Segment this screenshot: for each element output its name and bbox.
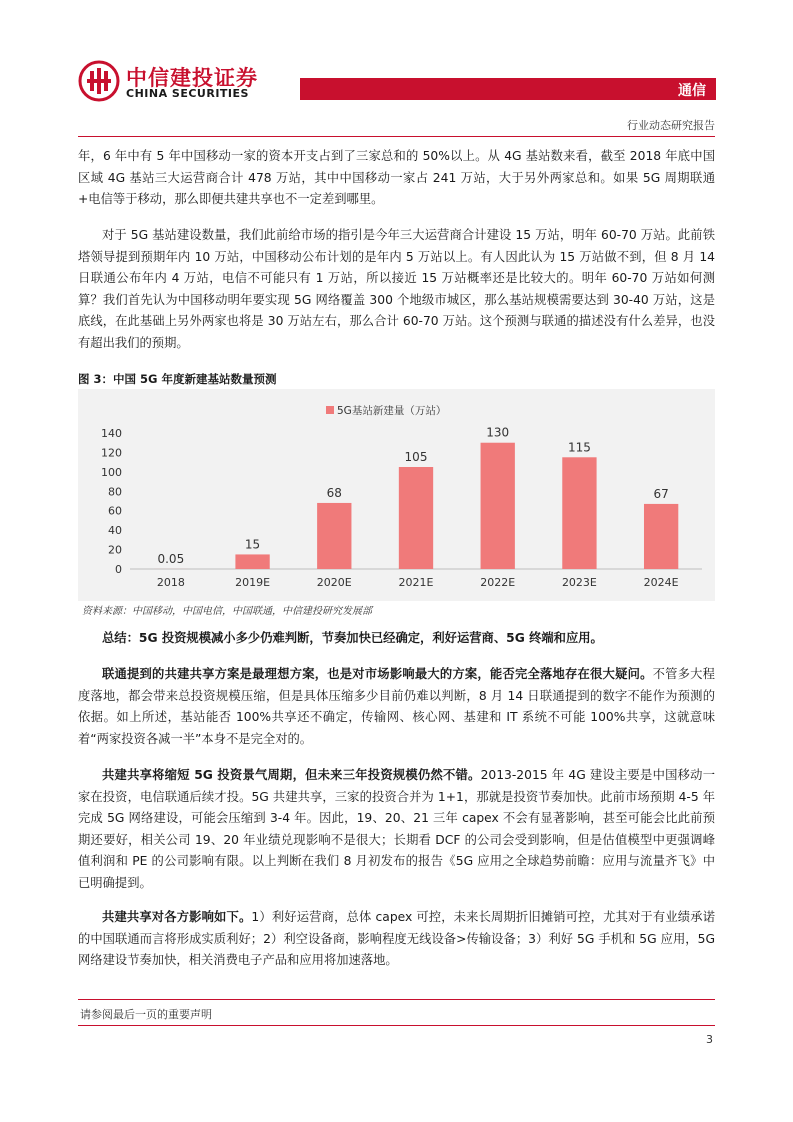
x-tick-label: 2021E — [398, 576, 434, 589]
bar-chart — [78, 389, 715, 601]
x-tick-label: 2024E — [643, 576, 679, 589]
data-label: 15 — [244, 537, 261, 552]
chart-container — [78, 389, 715, 601]
brand-name-en: CHINA SECURITIES — [126, 87, 249, 100]
bar-2021E — [399, 467, 433, 569]
summary-heading: 总结：5G 投资规模减小多少仍难判断，节奏加快已经确定，利好运营商、5G 终端和应用。 — [102, 631, 603, 645]
y-tick-label: 100 — [101, 465, 122, 479]
x-tick-label: 2020E — [316, 576, 352, 589]
bar-2023E — [562, 457, 596, 569]
page-number: 3 — [706, 1033, 713, 1046]
y-tick-label: 120 — [101, 446, 122, 460]
company-logo-icon — [78, 60, 120, 102]
x-tick-label: 2022E — [480, 576, 516, 589]
bar-2020E — [317, 503, 351, 569]
y-tick-label: 0 — [115, 563, 122, 576]
figure-source: 资料来源：中国移动，中国电信，中国联通，中信建投研究发展部 — [82, 606, 372, 617]
bar-2022E — [481, 443, 515, 569]
paragraph-4-body: 2013-2015 年 4G 建设主要是中国移动一家在投资，电信联通后续才投。5G 共建共享，三家的投资合并为 1+1，那就是投资节奏加快。此前市场预期 4-5 年完成 5G 网络建设，可能会压缩到 3-4 年。因此，19、20、21 三年 capex 不会有显著影响，甚至可能会比此前预期还要好，相关公司 19、20 年业绩兑现影响不是很大；长期看 DCF 的公司会受到影响，但是估值模型中更强调峰值利润和 PE 的公司影响有限。以上判断在我们 8 月初发布的报告《5G 应用之全球趋势前瞻：应用与流量齐飞》中已明确提到。 — [78, 768, 716, 890]
section-banner — [300, 78, 716, 100]
paragraph-3 — [78, 664, 715, 750]
footer-divider-bottom — [78, 1025, 715, 1026]
y-tick-label: 80 — [108, 485, 122, 499]
data-label: 0.05 — [157, 551, 185, 566]
footer-divider — [78, 999, 715, 1000]
y-tick-label: 60 — [108, 504, 122, 518]
bar-2024E — [644, 504, 678, 569]
legend-swatch — [326, 406, 334, 414]
y-tick-label: 140 — [101, 427, 122, 440]
x-tick-label: 2018 — [156, 576, 185, 589]
paragraph-5-body: 1）利好运营商，总体 capex 可控，未来长周期折旧摊销可控，尤其对于有业绩承诺的中国联通而言将形成实质利好；2）利空设备商，影响程度无线设备>传输设备；3）利好 5G 手机和 5G 应用，5G 网络建设节奏加快，相关消费电子产品和应用将加速落地。 — [78, 910, 715, 967]
legend-label: 5G基站新建量（万站） — [337, 405, 447, 417]
paragraph-5 — [78, 907, 715, 972]
paragraph-2: 对于 5G 基站建设数量，我们此前给市场的指引是今年三大运营商合计建设 15 万站，明年 60-70 万站。此前铁塔领导提到预期年内 10 万站，中国移动公布计划的是年内 5 万站以上。有人因此认为 15 万站做不到，但 8 月 14 日联通公布年内 4 万站，电信不可能只有 1 万站，所以接近 15 万站概率还是比较大的。明年 60-70 万站如何测算？我们首先认为中国移动明年要实现 5G 网络覆盖 300 个地级市城区，那么基站规模需要达到 30-40 万站，这是底线，在此基础上另外两家也将是 30 万站左右，那么合计 60-70 万站。这个预测与联通的描述没有什么差异，也没有超出我们的预期。 — [78, 228, 715, 350]
y-tick-label: 20 — [108, 543, 122, 557]
data-label: 115 — [567, 440, 591, 455]
x-tick-label: 2023E — [561, 576, 597, 589]
paragraph-4-lead: 共建共享将缩短 5G 投资景气周期，但未来三年投资规模仍然不错。 — [102, 768, 481, 782]
paragraph-3-body: 不管多大程度落地，都会带来总投资规模压缩，但是具体压缩多少目前仍难以判断，8 月 14 日联通提到的数字不能作为预测的依据。如上所述，基站能否 100%共享还不确定，传输网、核心网、基建和 IT 系统不可能 100%共享，这就意味着“两家投资各减一半”本身不是完全对的。 — [78, 667, 715, 746]
paragraph-4 — [78, 765, 715, 894]
header-divider — [78, 136, 715, 137]
report-type: 行业动态研究报告 — [627, 119, 715, 132]
data-label: 130 — [486, 425, 510, 440]
data-label: 105 — [404, 450, 428, 464]
disclaimer-note: 请参阅最后一页的重要声明 — [80, 1008, 212, 1021]
bar-2019E — [235, 554, 269, 569]
x-tick-label: 2019E — [235, 576, 271, 589]
y-tick-label: 40 — [108, 524, 122, 538]
data-label: 68 — [326, 485, 342, 500]
data-label: 67 — [653, 486, 669, 501]
figure-title: 图 3：中国 5G 年度新建基站数量预测 — [78, 372, 277, 386]
paragraph-5-lead: 共建共享对各方影响如下。 — [102, 910, 252, 924]
section-title: 通信 — [678, 83, 706, 99]
paragraph-1: 年，6 年中有 5 年中国移动一家的资本开支占到了三家总和的 50%以上。从 4G 基站数来看，截至 2018 年底中国区域 4G 基站三大运营商合计 478 万站，其中中国移动一家占 241 万站，大于另外两家总和。如果 5G 周期联通+电信等于移动，那么即便共建共享也不一定差到哪里。 — [78, 149, 715, 206]
paragraph-3-lead: 联通提到的共建共享方案是最理想方案，也是对市场影响最大的方案，能否完全落地存在很大疑问。 — [102, 667, 653, 681]
brand-name-cn: 中信建投证券 — [126, 66, 258, 90]
